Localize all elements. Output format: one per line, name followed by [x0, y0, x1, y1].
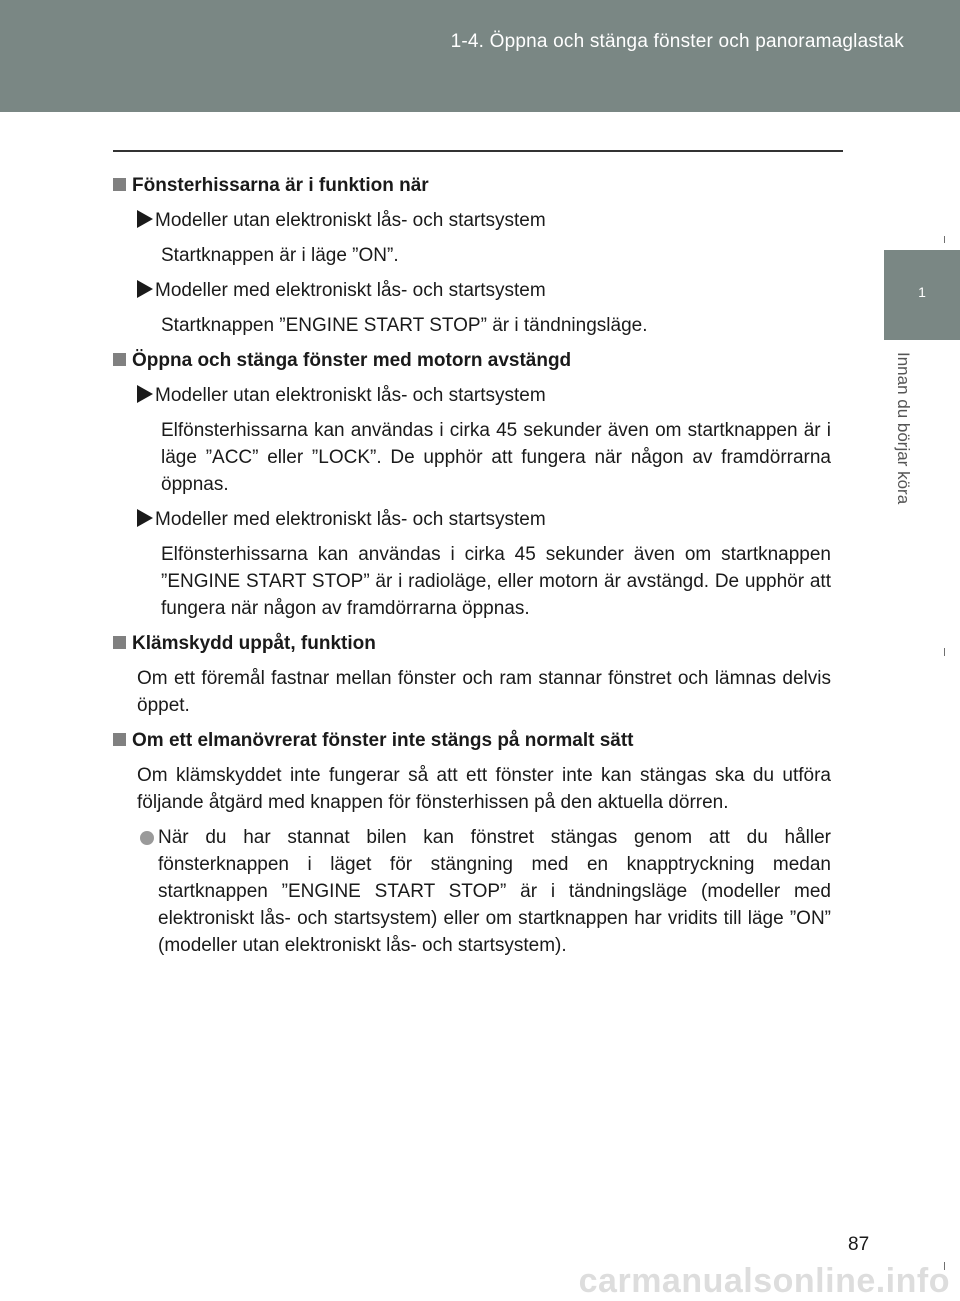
section-heading	[113, 630, 831, 657]
section-heading	[113, 172, 831, 199]
model-variant-label: Modeller med elektroniskt lås- och startsystem	[155, 280, 546, 301]
model-variant	[137, 382, 831, 409]
model-variant-label: Modeller utan elektroniskt lås- och startsystem	[155, 385, 546, 406]
model-variant-label: Modeller med elektroniskt lås- och startsystem	[155, 509, 546, 530]
header-title: 1-4. Öppna och stänga fönster och panoramaglastak	[450, 31, 904, 52]
chapter-label: Innan du börjar köra	[894, 352, 913, 505]
page-content	[113, 172, 831, 967]
square-bullet-icon	[113, 353, 126, 366]
section-heading-text: Öppna och stänga fönster med motorn avstängd	[132, 350, 572, 371]
page-number: 87	[848, 1234, 870, 1255]
section-heading-text: Klämskydd uppåt, funktion	[132, 633, 376, 654]
page-header	[0, 0, 960, 112]
square-bullet-icon	[113, 178, 126, 191]
triangle-right-icon	[137, 210, 153, 228]
top-rule	[113, 150, 843, 152]
paragraph: Om klämskyddet inte fungerar så att ett fönster inte kan stängas ska du utföra följande åtgärd med knappen för fönsterhissen på den aktuella dörren.	[137, 765, 831, 813]
model-variant	[137, 506, 831, 533]
chapter-tab	[884, 250, 960, 340]
square-bullet-icon	[113, 733, 126, 746]
section-heading-text: Om ett elmanövrerat fönster inte stängs på normalt sätt	[132, 730, 634, 751]
circle-bullet-icon	[140, 831, 154, 845]
watermark: carmanualsonline.info	[578, 1262, 950, 1300]
chapter-number: 1	[918, 284, 926, 300]
triangle-right-icon	[137, 385, 153, 403]
model-variant	[137, 277, 831, 304]
paragraph: Om ett föremål fastnar mellan fönster och ram stannar fönstret och lämnas delvis öppet.	[137, 668, 831, 716]
section-heading-text: Fönsterhissarna är i funktion när	[132, 175, 429, 196]
section-heading	[113, 727, 831, 754]
section-heading	[113, 347, 831, 374]
paragraph: Startknappen är i läge ”ON”.	[161, 245, 399, 266]
crop-mark	[944, 236, 945, 243]
model-variant-label: Modeller utan elektroniskt lås- och startsystem	[155, 210, 546, 231]
paragraph: Elfönsterhissarna kan användas i cirka 45 sekunder även om startknappen ”ENGINE START STOP” är i radioläge, eller motorn är avstängd. De upphör att fungera när någon av framdörrarna öppnas.	[161, 544, 831, 619]
bullet-item	[113, 824, 831, 959]
square-bullet-icon	[113, 636, 126, 649]
model-variant	[137, 207, 831, 234]
triangle-right-icon	[137, 509, 153, 527]
triangle-right-icon	[137, 280, 153, 298]
crop-mark	[944, 648, 945, 656]
paragraph: Startknappen ”ENGINE START STOP” är i tändningsläge.	[161, 315, 648, 336]
bullet-text: När du har stannat bilen kan fönstret stängas genom att du håller fönsterknappen i läget för stängning med en knapptryckning medan startknappen ”ENGINE START STOP” är i tändningsläge (modeller med elektroniskt lås- och startsystem) eller om startknappen har vridits till läge ”ON” (modeller utan elektroniskt lås- och startsystem).	[158, 827, 831, 956]
paragraph: Elfönsterhissarna kan användas i cirka 45 sekunder även om startknappen är i läge ”ACC” eller ”LOCK”. De upphör att fungera när någon av framdörrarna öppnas.	[161, 420, 831, 495]
